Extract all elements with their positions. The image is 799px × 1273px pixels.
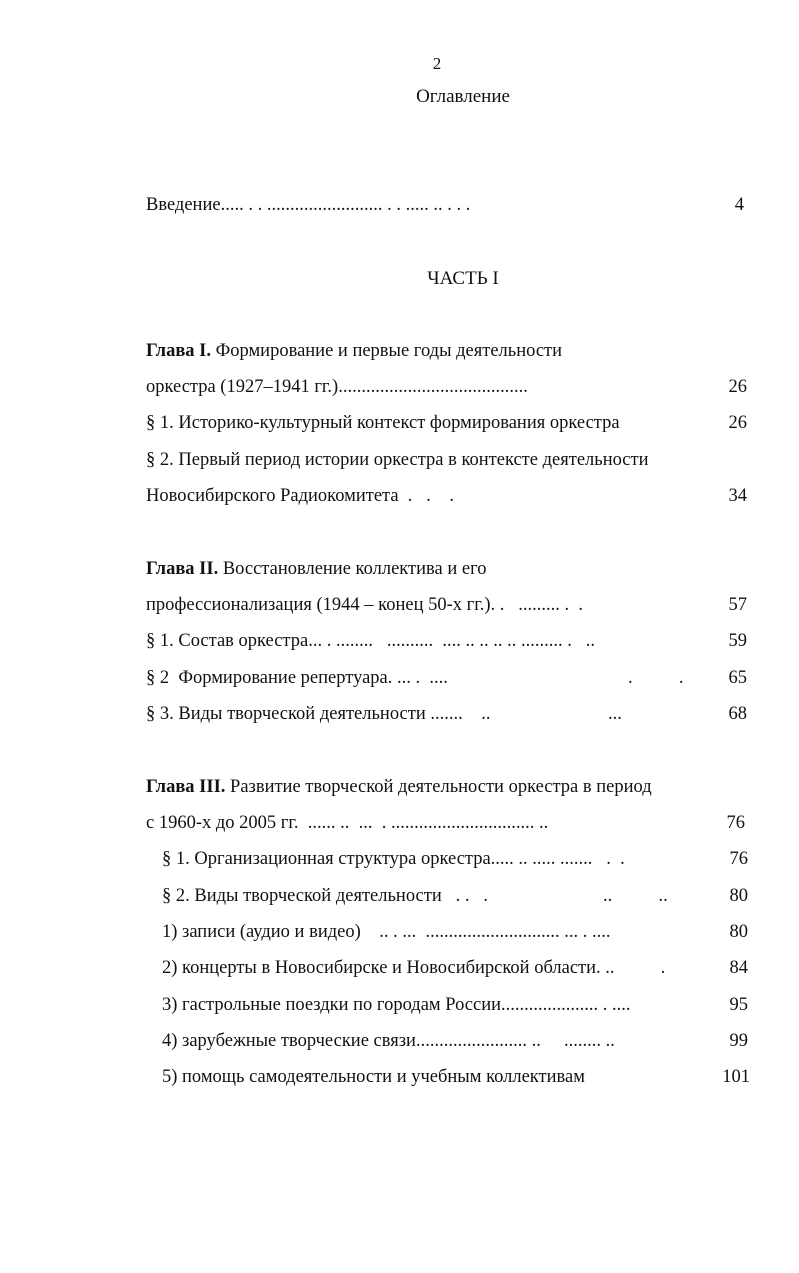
chapter3-heading xyxy=(146,778,652,797)
chapter3-title: Развитие творческой деятельности оркестра в период xyxy=(230,777,652,797)
chapter1-section1: § 1. Историко-культурный контекст формирования оркестра xyxy=(146,413,620,433)
chapter2-section2-tail: . . xyxy=(628,668,684,688)
chapter1-title: Формирование и первые годы деятельности xyxy=(215,341,563,361)
chapter1-section2-cont: Новосибирского Радиокомитета . . . xyxy=(146,486,455,506)
chapter2-heading xyxy=(146,560,486,579)
chapter2-section2: § 2 Формирование репертуара. ... . .... xyxy=(146,668,448,688)
chapter2-section2-page: 65 xyxy=(728,668,747,688)
chapter1-label: Глава I. xyxy=(146,341,212,361)
chapter3-item2: 2) концерты в Новосибирске и Новосибирской области. .. . xyxy=(162,958,666,978)
chapter3-item2-page: 84 xyxy=(729,958,748,978)
chapter1-section2: § 2. Первый период истории оркестра в контексте деятельности xyxy=(146,450,649,470)
chapter3-label: Глава III. xyxy=(146,777,226,797)
toc-entry-intro: Введение..... . . ......................... . . ..... .. . . . xyxy=(146,195,471,215)
chapter3-item5: 5) помощь самодеятельности и учебным коллективам xyxy=(162,1067,585,1087)
chapter2-title-cont: профессионализация (1944 – конец 50-х гг.). . ......... . . xyxy=(146,595,583,615)
chapter3-section1: § 1. Организационная структура оркестра..... .. ..... ....... . . xyxy=(162,849,625,869)
chapter1-section2-page: 34 xyxy=(728,486,747,506)
chapter3-section1-page: 76 xyxy=(729,849,748,869)
chapter1-section1-page: 26 xyxy=(728,413,747,433)
chapter3-item5-page: 101 xyxy=(722,1067,750,1087)
chapter3-section2: § 2. Виды творческой деятельности . . . xyxy=(162,886,488,906)
chapter2-section1: § 1. Состав оркестра... . ........ .......... .... .. .. .. .. ......... . .. xyxy=(146,631,595,651)
toc-page-intro: 4 xyxy=(734,195,744,215)
chapter3-section2-page: 80 xyxy=(729,886,748,906)
chapter3-item3: 3) гастрольные поездки по городам России..................... . .... xyxy=(162,995,631,1015)
chapter3-item1: 1) записи (аудио и видео) .. . ... ............................. ... . .... xyxy=(162,922,611,942)
chapter3-title-cont: с 1960-х до 2005 гг. ...... .. ... . ............................... .. xyxy=(146,813,549,833)
chapter2-label: Глава II. xyxy=(146,559,219,579)
chapter2-section3-page: 68 xyxy=(728,704,747,724)
chapter3-item4: 4) зарубежные творческие связи........................ .. ........ .. xyxy=(162,1031,615,1051)
chapter1-heading xyxy=(146,342,562,361)
chapter3-item3-page: 95 xyxy=(729,995,748,1015)
chapter2-section3-tail: ... xyxy=(608,704,622,724)
chapter3-section2-tail: .. .. xyxy=(603,886,668,906)
chapter2-page: 57 xyxy=(728,595,747,615)
chapter1-title-cont: оркестра (1927–1941 гг.)......................................... xyxy=(146,377,528,397)
chapter3-item4-page: 99 xyxy=(729,1031,748,1051)
chapter3-page: 76 xyxy=(726,813,745,833)
part-heading: ЧАСТЬ I xyxy=(427,268,499,289)
page-number: 2 xyxy=(432,54,442,73)
chapter1-page: 26 xyxy=(728,377,747,397)
chapter3-item1-page: 80 xyxy=(729,922,748,942)
chapter2-title: Восстановление коллектива и его xyxy=(222,559,487,579)
chapter2-section1-page: 59 xyxy=(728,631,747,651)
chapter2-section3: § 3. Виды творческой деятельности ....... .. xyxy=(146,704,491,724)
toc-title: Оглавление xyxy=(416,86,510,107)
